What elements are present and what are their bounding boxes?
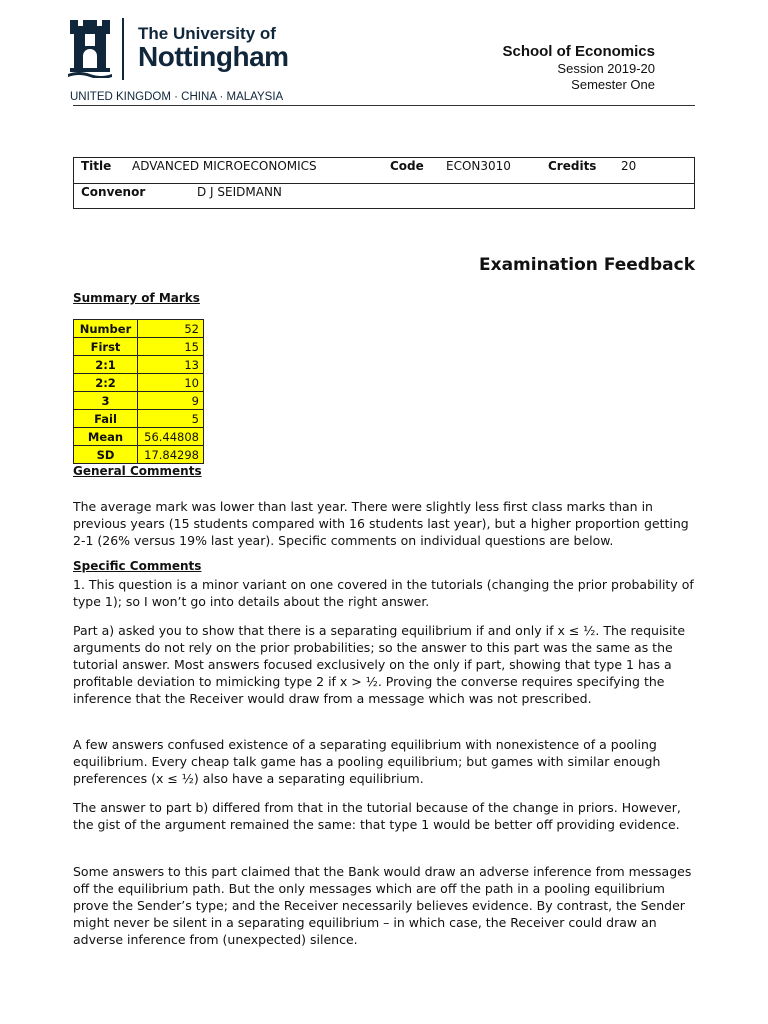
code-label: Code bbox=[390, 159, 424, 173]
row-label: Fail bbox=[74, 410, 138, 428]
row-value: 17.84298 bbox=[138, 446, 204, 464]
logo-subtitle: UNITED KINGDOM · CHINA · MALAYSIA bbox=[70, 91, 284, 103]
course-row-convenor bbox=[74, 183, 694, 209]
row-value: 52 bbox=[138, 320, 204, 338]
row-label: 2:1 bbox=[74, 356, 138, 374]
marks-table bbox=[73, 319, 204, 464]
convenor-name: D J SEIDMANN bbox=[197, 185, 282, 199]
row-value: 10 bbox=[138, 374, 204, 392]
row-label: Number bbox=[74, 320, 138, 338]
table-row bbox=[74, 374, 204, 392]
specific-paragraph: The answer to part b) differed from that in the tutorial because of the change in priors. However, the gist of the argument remained the same: that type 1 would be better off providing evidence. bbox=[73, 800, 681, 832]
row-value: 9 bbox=[138, 392, 204, 410]
session-label: Session 2019-20 bbox=[557, 61, 655, 76]
row-label: 2:2 bbox=[74, 374, 138, 392]
course-credits: 20 bbox=[621, 159, 637, 173]
school-name: School of Economics bbox=[502, 43, 655, 60]
row-value: 5 bbox=[138, 410, 204, 428]
course-code: ECON3010 bbox=[446, 159, 511, 173]
course-row-title bbox=[74, 158, 694, 183]
table-row bbox=[74, 428, 204, 446]
table-row bbox=[74, 320, 204, 338]
row-label: SD bbox=[74, 446, 138, 464]
row-label: Mean bbox=[74, 428, 138, 446]
table-row bbox=[74, 392, 204, 410]
page-title: Examination Feedback bbox=[479, 255, 695, 275]
header-divider bbox=[73, 105, 695, 106]
row-label: 3 bbox=[74, 392, 138, 410]
specific-paragraph: Part a) asked you to show that there is a separating equilibrium if and only if x ≤ ½. The requisite arguments do not rely on the prior probabilities; so the answer to this part was the same as the tutorial answer. Most answers focused exclusively on the only if part, showing that type 1 has a profitable deviation to mimicking type 2 if x > ½. Proving the converse requires specifying the inference that the Receiver would draw from a message which was not prescribed. bbox=[73, 623, 686, 706]
specific-paragraph: 1. This question is a minor variant on one covered in the tutorials (changing the prior probability of type 1); so I won’t go into details about the right answer. bbox=[73, 577, 694, 609]
title-label: Title bbox=[81, 159, 112, 173]
table-row bbox=[74, 338, 204, 356]
castle-crest-icon bbox=[68, 18, 112, 78]
table-row bbox=[74, 356, 204, 374]
school-info bbox=[502, 42, 655, 93]
row-value: 15 bbox=[138, 338, 204, 356]
logo-divider bbox=[122, 18, 124, 80]
logo-line-2: Nottingham bbox=[138, 41, 289, 72]
table-row bbox=[74, 410, 204, 428]
summary-heading: Summary of Marks bbox=[73, 291, 200, 305]
semester-label: Semester One bbox=[571, 77, 655, 92]
course-title: ADVANCED MICROECONOMICS bbox=[132, 159, 317, 173]
table-row bbox=[74, 446, 204, 464]
specific-paragraph: Some answers to this part claimed that the Bank would draw an adverse inference from messages off the equilibrium path. But the only messages which are off the path in a pooling equilibrium prove the Sender’s type; and the Receiver necessarily believes evidence. By contrast, the Sender might never be silent in a separating equilibrium – in which case, the Receiver could draw an adverse inference from (unexpected) silence. bbox=[73, 864, 692, 947]
row-label: First bbox=[74, 338, 138, 356]
specific-heading: Specific Comments bbox=[73, 559, 202, 573]
row-value: 56.44808 bbox=[138, 428, 204, 446]
specific-paragraph: A few answers confused existence of a separating equilibrium with nonexistence of a pooling equilibrium. Every cheap talk game has a pooling equilibrium; but games with similar enough preferences (x ≤ ½) also have a separating equilibrium. bbox=[73, 737, 661, 786]
general-text: The average mark was lower than last year. There were slightly less first class marks than in previous years (15 students compared with 16 students last year), but a higher proportion getting 2-1 (26% versus 19% last year). Specific comments on individual questions are below. bbox=[73, 499, 689, 548]
logo-line-1: The University of bbox=[138, 24, 276, 43]
row-value: 13 bbox=[138, 356, 204, 374]
convenor-label: Convenor bbox=[81, 185, 146, 199]
course-info-box bbox=[73, 157, 695, 209]
general-heading: General Comments bbox=[73, 464, 202, 478]
credits-label: Credits bbox=[548, 159, 597, 173]
